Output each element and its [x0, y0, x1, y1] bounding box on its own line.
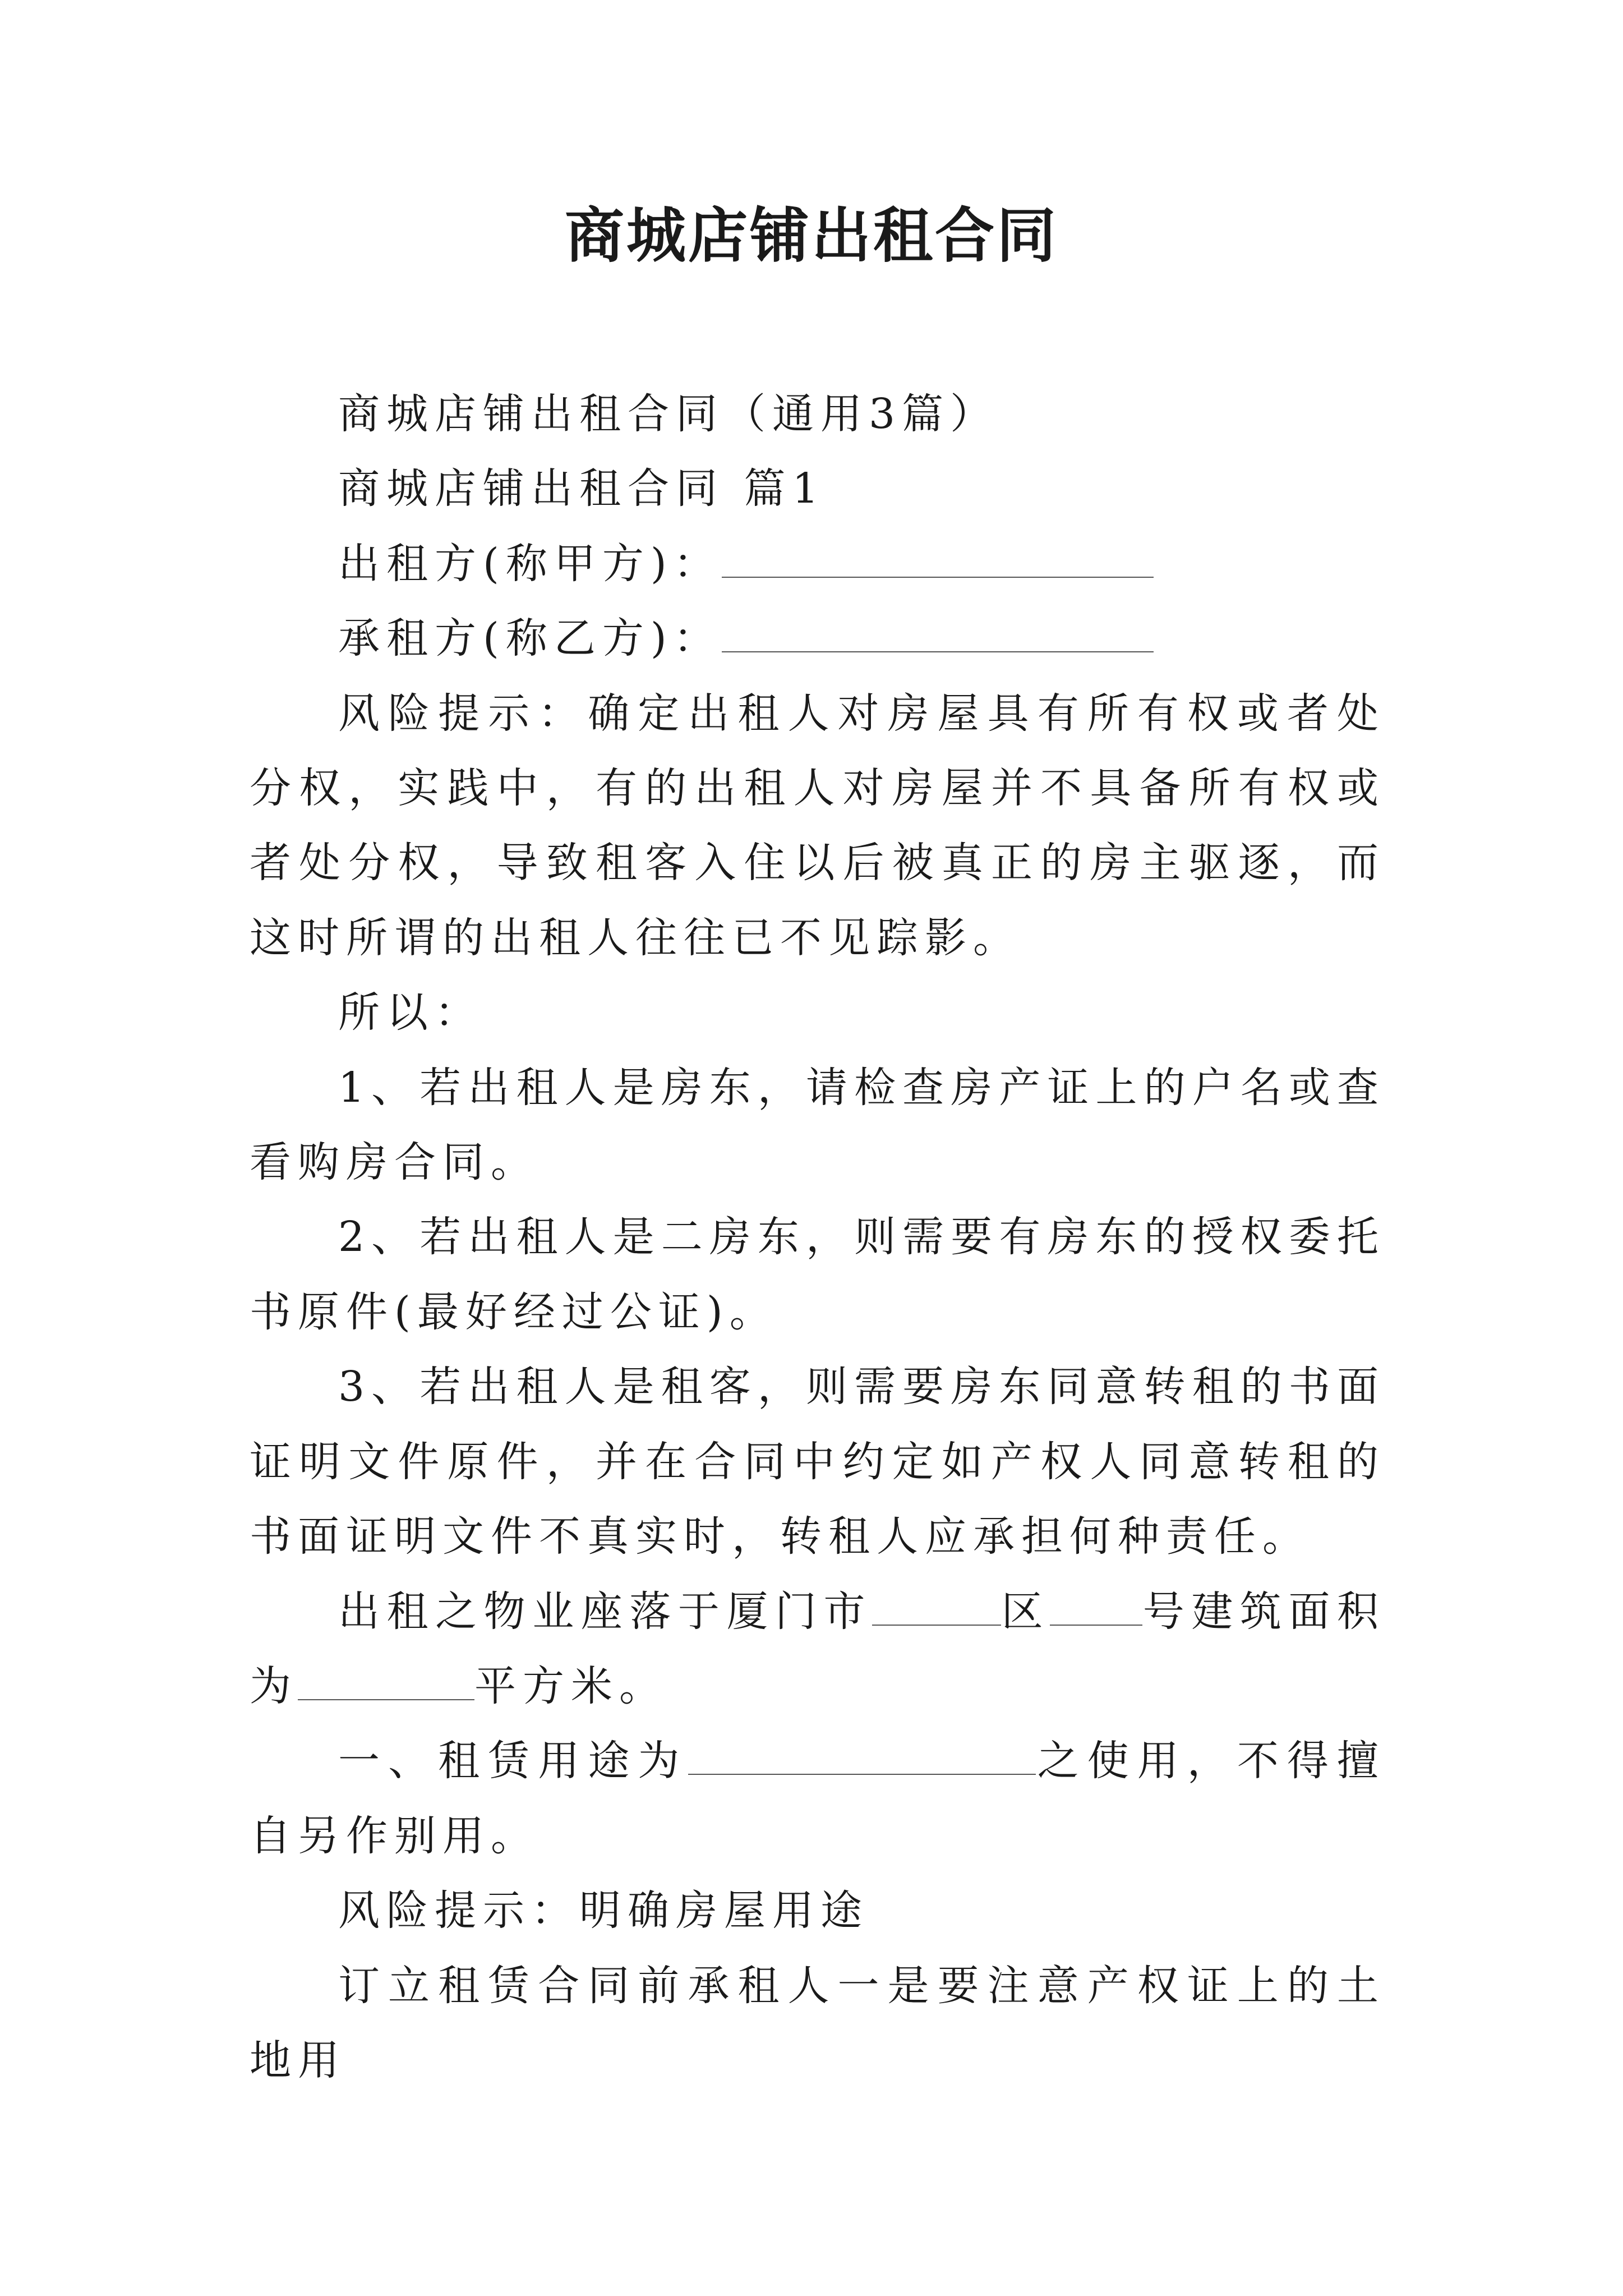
paragraph-section-heading: 商城店铺出租合同 篇1: [338, 464, 826, 513]
location-text-a: 出租之物业座落于厦门市: [338, 1587, 873, 1636]
document-body: [250, 377, 1385, 2098]
location-text-c: 号建筑面积为: [250, 1587, 1386, 1710]
number-blank: [1050, 1592, 1142, 1626]
paragraph-property-location: [250, 1575, 1385, 1724]
paragraph-therefore: 所以：: [338, 988, 483, 1037]
paragraph-lessor: [250, 527, 1385, 601]
lessor-label: 出租方(称甲方)：: [338, 539, 722, 588]
purpose-blank: [688, 1741, 1036, 1775]
location-text-b: 区: [1001, 1587, 1050, 1636]
paragraph-lessee: [250, 601, 1385, 676]
area-blank: [298, 1667, 474, 1700]
lessee-label: 承租方(称乙方)：: [338, 614, 722, 663]
paragraph-risk-usage: 风险提示：明确房屋用途: [338, 1887, 869, 1935]
purpose-text-b: 之使用，不得擅自另作别用。: [250, 1737, 1385, 1860]
district-blank: [872, 1592, 1001, 1626]
location-text-d: 平方米。: [474, 1662, 667, 1710]
lessee-blank: [722, 619, 1154, 652]
paragraph-item-1: 1、若出租人是房东，请检查房产证上的户名或查看购房合同。: [250, 1063, 1385, 1187]
purpose-text-a: 一、租赁用途为: [338, 1737, 688, 1786]
paragraph-subtitle: 商城店铺出租合同（通用3篇）: [338, 390, 999, 438]
paragraph-before-signing: 订立租赁合同前承租人一是要注意产权证上的土地用: [250, 1961, 1385, 2085]
lessor-blank: [722, 544, 1154, 578]
paragraph-item-3: 3、若出租人是租客，则需要房东同意转租的书面证明文件原件，并在合同中约定如产权人同意转租的书面证明文件不真实时，转租人应承担何种责任。: [250, 1363, 1385, 1561]
paragraph-lease-purpose: [250, 1724, 1385, 1874]
document-title: 商城店铺出租合同: [565, 200, 1058, 270]
paragraph-risk-ownership: 风险提示：确定出租人对房屋具有所有权或者处分权，实践中，有的出租人对房屋并不具备所有权或者处分权，导致租客入住以后被真正的房主驱逐，而这时所谓的出租人往往已不见踪影。: [250, 689, 1385, 962]
paragraph-item-2: 2、若出租人是二房东，则需要有房东的授权委托书原件(最好经过公证)。: [250, 1213, 1385, 1336]
